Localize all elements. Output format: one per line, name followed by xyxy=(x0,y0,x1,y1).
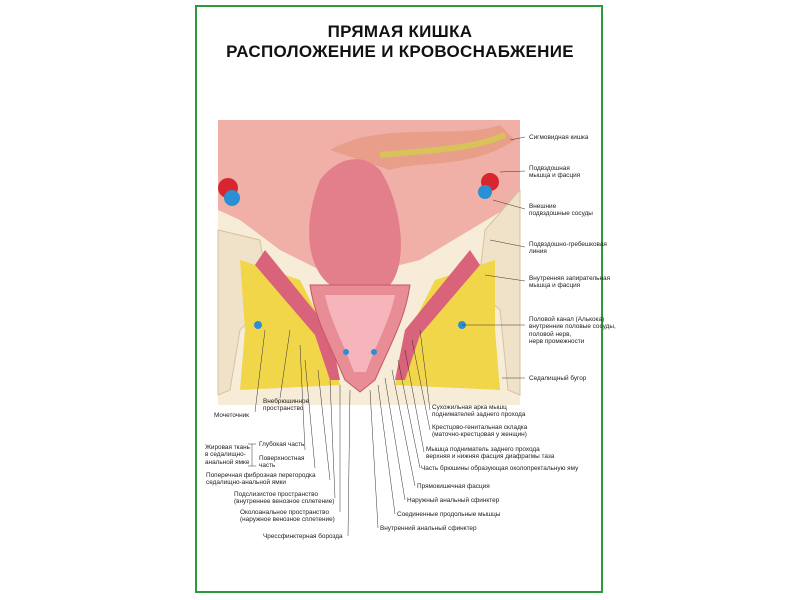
label-tendinous-arch: Сухожильная арка мышц поднимателей заднего прохода xyxy=(432,404,526,419)
label-rectal-fascia: Прямокишечная фасция xyxy=(417,483,490,490)
label-longitudinal-muscles: Соединенные продольные мышцы xyxy=(397,511,501,518)
label-extraperitoneal-space: Внебрюшинное пространство xyxy=(263,398,310,413)
label-submucosal-space: Подслизистое пространство (внутреннее венозное сплетение) xyxy=(234,491,335,506)
label-sacrogenital-fold: Крестцово-генитальная складка (маточно-крестцовая у женщин) xyxy=(432,424,528,439)
label-deep-part: Глубокая часть xyxy=(259,441,305,448)
poster-subtitle: РАСПОЛОЖЕНИЕ И КРОВОСНАБЖЕНИЕ xyxy=(226,42,574,61)
label-peritoneum-part: Часть брюшины образующая околопректальную яму xyxy=(421,465,579,472)
label-ischial-tuberosity: Седалищный бугор xyxy=(529,375,587,382)
left-vein xyxy=(224,190,240,206)
right-vein xyxy=(478,185,492,199)
label-external-iliac-vessels: Внешние подвздошные сосуды xyxy=(529,203,593,218)
label-sigmoid-colon: Сигмовидная кишка xyxy=(529,134,589,141)
label-superficial-part: Поверхностная часть xyxy=(259,455,305,470)
label-internal-sphincter: Внутренний анальный сфинктер xyxy=(380,525,477,532)
label-fibrous-septum: Поперечная фиброзная перегородка седалищно-анальной ямки xyxy=(206,472,316,487)
label-obturator-internus: Внутренняя запирательная мышца и фасция xyxy=(529,275,611,290)
label-perianal-space: Околоанальное пространство (наружное венозное сплетение) xyxy=(240,509,335,524)
label-ureter: Мочеточник xyxy=(214,412,249,419)
label-intersphincteric-groove: Чрессфинктерная борозда xyxy=(263,533,343,540)
label-pudendal-canal: Половой канал (Алькока) внутренние половые сосуды, половой нерв, нерв промежности xyxy=(529,316,616,346)
label-levator-ani: Мышца подниматель заднего прохода верхняя и нижняя фасция диафрагмы таза xyxy=(426,446,555,461)
label-iliopectineal-line: Подвздошно-гребешковая линия xyxy=(529,241,607,256)
label-iliac-muscle: Подвздошная мышца и фасция xyxy=(529,165,581,180)
label-external-sphincter: Наружный анальный сфинктер xyxy=(407,497,500,504)
poster-title: ПРЯМАЯ КИШКА xyxy=(327,22,473,41)
label-ischioanal-fat: Жировая ткань в седалищно- анальной ямке xyxy=(205,444,250,466)
